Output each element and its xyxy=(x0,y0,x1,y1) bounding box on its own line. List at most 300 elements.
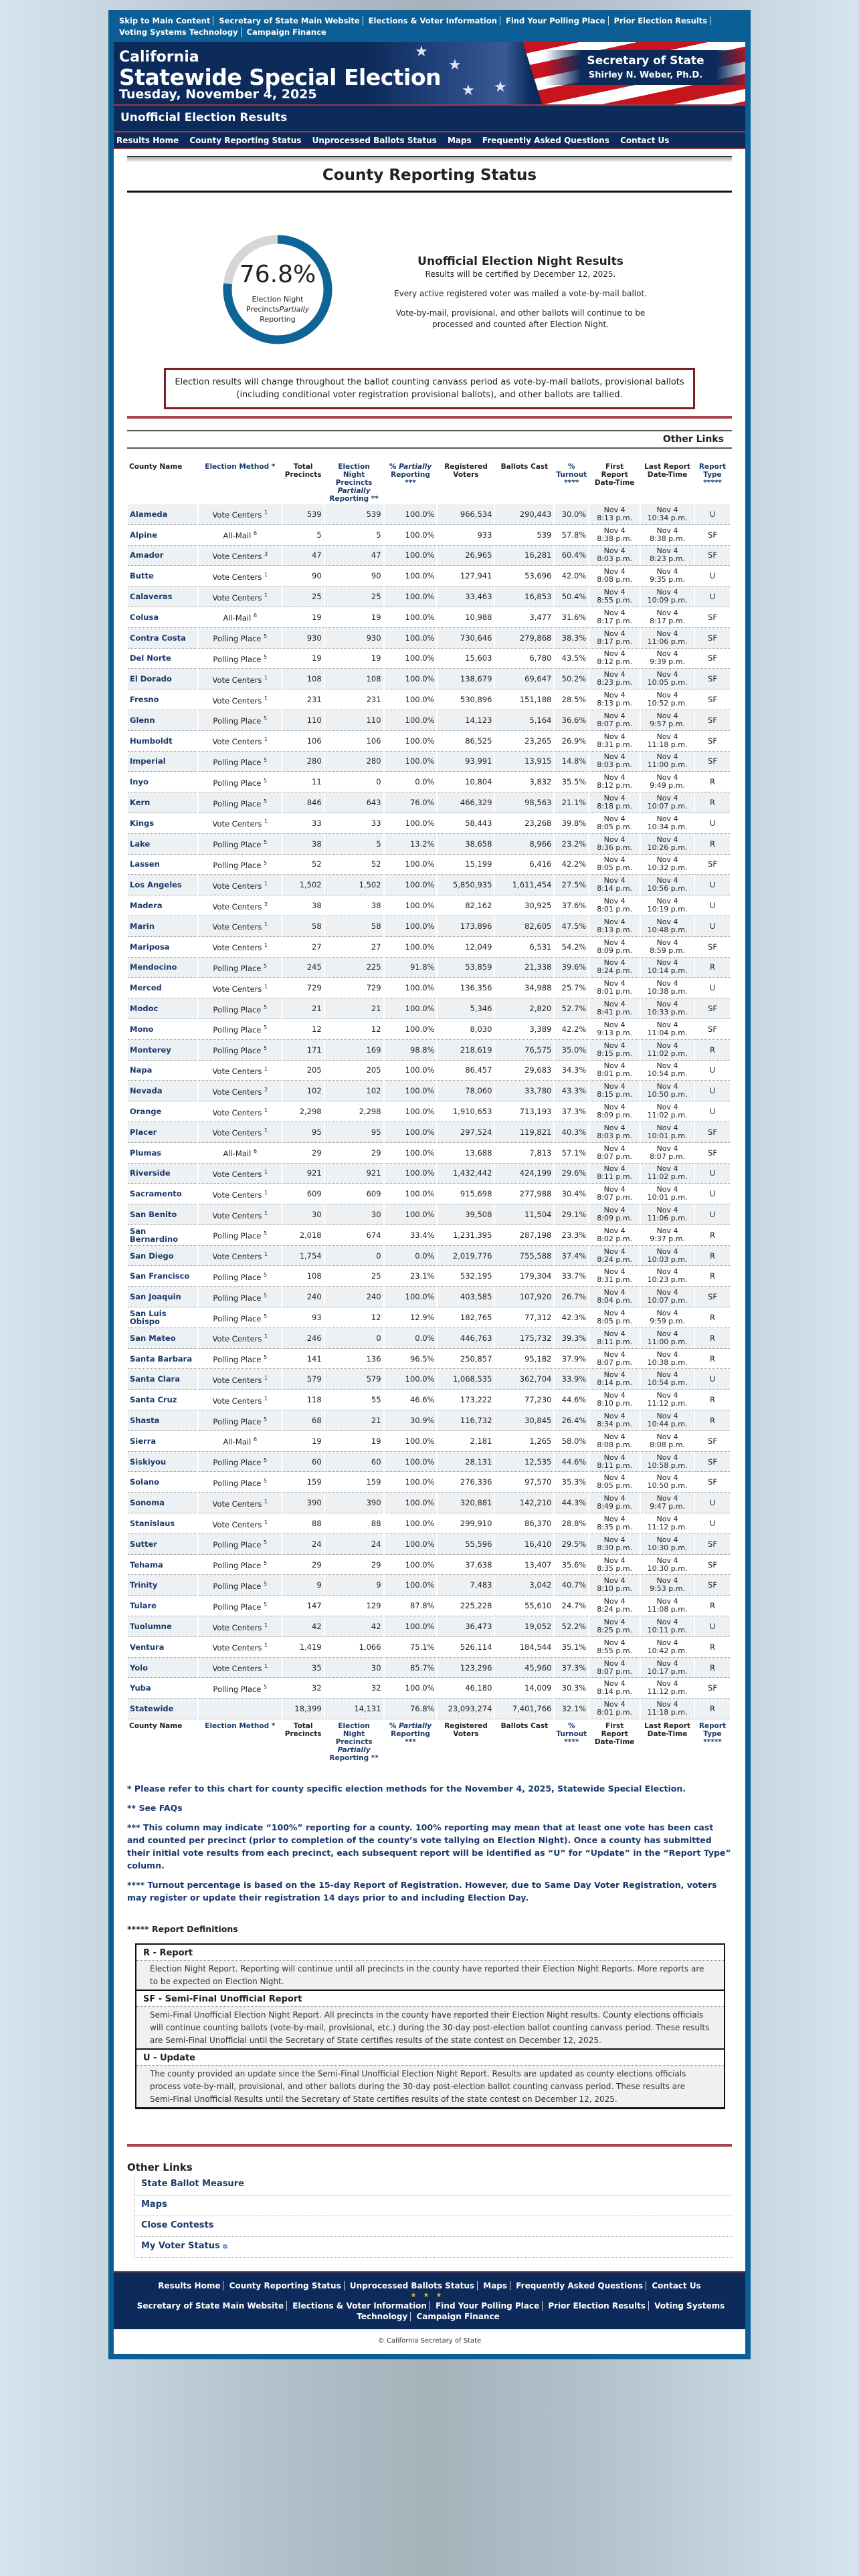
county-name-link[interactable]: Statewide xyxy=(128,1699,197,1719)
pct-partially-reporting: 100.0% xyxy=(385,937,437,958)
county-name-link[interactable]: Lake xyxy=(128,834,197,855)
report-type: U xyxy=(695,586,730,607)
link-state-ballot-measure[interactable]: State Ballot Measure xyxy=(134,2175,732,2195)
mainnav-link-maps[interactable]: Maps xyxy=(447,136,472,145)
registered-voters: 320,881 xyxy=(438,1493,494,1513)
report-date: Nov 4 xyxy=(656,1000,678,1009)
header-label: Total Precincts xyxy=(284,463,322,479)
method-label: Vote Centers xyxy=(212,675,262,685)
registered-voters-header xyxy=(438,461,494,504)
mainnav-link-county-reporting-status[interactable]: County Reporting Status xyxy=(189,136,302,145)
header-label: Report Type ***** xyxy=(698,463,727,487)
county-name-link[interactable]: Imperial xyxy=(128,752,197,772)
county-name-link[interactable]: Santa Cruz xyxy=(128,1390,197,1410)
report-date: Nov 4 xyxy=(656,1700,678,1709)
other-links-anchor[interactable] xyxy=(127,431,732,449)
last-report xyxy=(641,607,694,628)
county-name-link[interactable]: Santa Barbara xyxy=(128,1349,197,1370)
footnote-2[interactable] xyxy=(127,1802,732,1814)
report-date: Nov 4 xyxy=(603,649,626,659)
report-date: Nov 4 xyxy=(603,1103,626,1111)
en-precincts-reporting: 21 xyxy=(325,998,383,1019)
report-date: Nov 4 xyxy=(603,938,626,947)
en-precincts-reporting: 129 xyxy=(325,1596,383,1616)
turnout: 57.1% xyxy=(555,1143,588,1164)
method-footnote: 5 xyxy=(264,777,268,784)
definition-sf xyxy=(136,1990,724,2048)
table-row xyxy=(128,978,730,998)
report-date: Nov 4 xyxy=(656,1247,678,1256)
topnav-link-secretary-of-state-main-website[interactable]: Secretary of State Main Website xyxy=(216,16,363,25)
county-name-link[interactable]: Butte xyxy=(128,566,197,586)
en-precincts-reporting: 729 xyxy=(325,978,383,998)
definition-text: The county provided an update since the Semi-Final Unofficial Election Night Report. Results are updated as county elections officials process vote-by-mail, provisional, and other ballots during the 30-day post-election ballot counting canvass period. These results are Semi-Final Unofficial Results until the Secretary of State certifies results of the state contest on December 12, 2025. xyxy=(136,2066,724,2107)
turnout: 35.1% xyxy=(555,1637,588,1658)
report-date: Nov 4 xyxy=(603,691,626,700)
report-type: U xyxy=(695,1164,730,1184)
county-name-link[interactable]: Madera xyxy=(128,895,197,916)
report-time: 10:48 p.m. xyxy=(647,925,688,934)
county-name-link[interactable]: Shasta xyxy=(128,1410,197,1431)
total-precincts: 205 xyxy=(283,1061,324,1081)
method-label: Polling Place xyxy=(213,1684,262,1694)
last-report xyxy=(641,958,694,978)
first-report xyxy=(589,1596,640,1616)
ballots-cast: 3,389 xyxy=(495,1019,553,1040)
report-date: Nov 4 xyxy=(656,1267,678,1277)
method-footnote: 5 xyxy=(264,757,268,764)
other-links-link[interactable]: Other Links xyxy=(662,434,724,445)
first-report xyxy=(589,1246,640,1267)
en-precincts-header[interactable] xyxy=(325,461,383,504)
county-name-link[interactable]: Mono xyxy=(128,1019,197,1040)
report-date: Nov 4 xyxy=(656,1411,678,1420)
election-method-header[interactable] xyxy=(199,1719,282,1763)
pct-partially-reporting: 91.8% xyxy=(385,958,437,978)
county-name-link[interactable]: Mariposa xyxy=(128,937,197,958)
first-report-header xyxy=(589,461,640,504)
pct-partially-reporting: 100.0% xyxy=(385,1164,437,1184)
header-label: % Turnout **** xyxy=(556,463,587,487)
county-name-link[interactable]: Kings xyxy=(128,813,197,834)
first-report xyxy=(589,916,640,937)
topnav-link-voting-systems-technology[interactable]: Voting Systems Technology xyxy=(116,27,242,37)
report-time: 9:53 p.m. xyxy=(650,1584,685,1594)
method-label: All-Mail xyxy=(223,1437,252,1447)
county-name-link[interactable]: Humboldt xyxy=(128,731,197,752)
total-precincts: 5 xyxy=(283,525,324,546)
table-row xyxy=(128,607,730,628)
method-footnote: 5 xyxy=(264,1230,268,1237)
report-date: Nov 4 xyxy=(656,1123,678,1132)
total-precincts: 12 xyxy=(283,1019,324,1040)
fnav1-link-county-reporting-status[interactable]: County Reporting Status xyxy=(227,2281,345,2290)
total-precincts: 579 xyxy=(283,1369,324,1390)
first-report xyxy=(589,669,640,689)
pct-partially-reporting: 100.0% xyxy=(385,1101,437,1122)
report-date: Nov 4 xyxy=(603,1432,626,1441)
fnav1-link-frequently-asked-questions[interactable]: Frequently Asked Questions xyxy=(513,2281,646,2290)
fnav2-link-elections-voter-information[interactable]: Elections & Voter Information xyxy=(290,2301,430,2311)
county-name-link[interactable]: Merced xyxy=(128,978,197,998)
topnav-link-campaign-finance[interactable]: Campaign Finance xyxy=(246,27,326,37)
county-name-link[interactable]: Plumas xyxy=(128,1143,197,1164)
report-time: 8:17 p.m. xyxy=(650,616,685,625)
fnav1-link-contact-us[interactable]: Contact Us xyxy=(652,2281,701,2291)
ballots-cast: 30,845 xyxy=(495,1410,553,1431)
ballots-cast: 179,304 xyxy=(495,1266,553,1287)
total-precincts: 52 xyxy=(283,855,324,875)
registered-voters: 28,131 xyxy=(438,1452,494,1473)
method-footnote: 5 xyxy=(264,1025,268,1031)
report-time: 10:30 p.m. xyxy=(647,1564,688,1573)
registered-voters: 2,181 xyxy=(438,1431,494,1452)
footnote-mark: *** xyxy=(127,1822,140,1833)
county-name-link[interactable]: Kern xyxy=(128,792,197,813)
report-type-header[interactable] xyxy=(695,1719,730,1763)
county-name-link[interactable]: Inyo xyxy=(128,772,197,792)
county-name-link[interactable]: Lassen xyxy=(128,855,197,875)
report-type: SF xyxy=(695,731,730,752)
en-precincts-reporting: 674 xyxy=(325,1225,383,1246)
method-footnote: 5 xyxy=(264,1683,268,1690)
ballots-cast: 16,281 xyxy=(495,546,553,566)
turnout: 40.3% xyxy=(555,1122,588,1143)
report-date: Nov 4 xyxy=(603,794,626,803)
registered-voters: 86,525 xyxy=(438,731,494,752)
election-method xyxy=(199,649,282,669)
report-date: Nov 4 xyxy=(656,1432,678,1441)
mainnav-link-results-home[interactable]: Results Home xyxy=(116,136,179,145)
report-type-header[interactable] xyxy=(695,461,730,504)
registered-voters: 182,765 xyxy=(438,1307,494,1328)
county-name-link[interactable]: Santa Clara xyxy=(128,1369,197,1390)
report-date: Nov 4 xyxy=(656,1082,678,1091)
report-date: Nov 4 xyxy=(603,1288,626,1297)
ballots-cast: 69,647 xyxy=(495,669,553,689)
header-label: Registered Voters xyxy=(444,463,488,479)
county-name-link[interactable]: Orange xyxy=(128,1101,197,1122)
county-name-link[interactable]: Solano xyxy=(128,1472,197,1493)
report-date: Nov 4 xyxy=(656,1658,678,1668)
election-method xyxy=(199,978,282,998)
en-precincts-reporting: 47 xyxy=(325,546,383,566)
first-report xyxy=(589,855,640,875)
topnav-link-find-your-polling-place[interactable]: Find Your Polling Place xyxy=(503,16,609,25)
registered-voters: 933 xyxy=(438,525,494,546)
report-type: SF xyxy=(695,1678,730,1699)
registered-voters: 250,857 xyxy=(438,1349,494,1370)
main-content xyxy=(114,149,745,2271)
report-time: 10:38 p.m. xyxy=(647,987,688,996)
ballots-cast: 53,696 xyxy=(495,566,553,586)
county-name-link[interactable]: Yuba xyxy=(128,1678,197,1699)
report-type: U xyxy=(695,1204,730,1225)
pct-partially-reporting: 87.8% xyxy=(385,1596,437,1616)
pct-partially-reporting: 100.0% xyxy=(385,1081,437,1101)
fnav1-link-maps[interactable]: Maps xyxy=(480,2281,510,2290)
county-name-link[interactable]: Modoc xyxy=(128,998,197,1019)
ballots-cast: 279,868 xyxy=(495,628,553,649)
report-date: Nov 4 xyxy=(656,526,678,535)
topnav-link-prior-election-results[interactable]: Prior Election Results xyxy=(611,16,711,25)
county-name-link[interactable]: San Joaquin xyxy=(128,1287,197,1307)
first-report xyxy=(589,586,640,607)
turnout: 14.8% xyxy=(555,752,588,772)
county-name-link[interactable]: Sutter xyxy=(128,1534,197,1555)
en-precincts-reporting: 12 xyxy=(325,1307,383,1328)
turnout: 52.2% xyxy=(555,1616,588,1637)
registered-voters: 1,231,395 xyxy=(438,1225,494,1246)
county-name-link[interactable]: Marin xyxy=(128,916,197,937)
report-date: Nov 4 xyxy=(603,505,626,514)
link-maps[interactable]: Maps xyxy=(134,2195,732,2216)
table-row xyxy=(128,1596,730,1616)
first-report xyxy=(589,731,640,752)
banner-election-date: Tuesday, November 4, 2025 xyxy=(119,87,317,102)
county-name-link[interactable]: San Benito xyxy=(128,1204,197,1225)
first-report xyxy=(589,504,640,525)
last-report xyxy=(641,1061,694,1081)
county-name-link[interactable]: Mendocino xyxy=(128,958,197,978)
election-methods-link[interactable]: Please refer to this chart for county specific election methods for the November 4, 2025, Statewide Special Election. xyxy=(134,1784,686,1794)
report-type: SF xyxy=(695,1019,730,1040)
en-precincts-reporting: 390 xyxy=(325,1493,383,1513)
pct-partially-reporting: 100.0% xyxy=(385,731,437,752)
report-type: SF xyxy=(695,1555,730,1576)
ballots-cast: 151,188 xyxy=(495,689,553,710)
registered-voters: 403,585 xyxy=(438,1287,494,1307)
report-time: 8:10 p.m. xyxy=(597,1584,633,1594)
pct-partially-reporting: 100.0% xyxy=(385,1287,437,1307)
en-precincts-reporting: 33 xyxy=(325,813,383,834)
page-frame xyxy=(108,10,751,2359)
mainnav-link-contact-us[interactable]: Contact Us xyxy=(620,136,670,145)
county-name-link[interactable]: Yolo xyxy=(128,1658,197,1679)
county-name-link[interactable]: Monterey xyxy=(128,1040,197,1061)
county-name-link[interactable]: Placer xyxy=(128,1122,197,1143)
en-precincts-reporting: 9 xyxy=(325,1575,383,1596)
divider xyxy=(127,416,732,419)
total-precincts: 88 xyxy=(283,1513,324,1534)
election-method xyxy=(199,998,282,1019)
report-type: R xyxy=(695,1246,730,1267)
method-footnote: 5 xyxy=(264,1580,268,1587)
county-name-link[interactable]: Nevada xyxy=(128,1081,197,1101)
county-name-link[interactable]: Fresno xyxy=(128,689,197,710)
pct-partially-reporting: 12.9% xyxy=(385,1307,437,1328)
faqs-link[interactable]: See FAQs xyxy=(138,1803,183,1814)
report-type: U xyxy=(695,813,730,834)
total-precincts: 58 xyxy=(283,916,324,937)
county-name-link[interactable]: Trinity xyxy=(128,1575,197,1596)
turnout-header[interactable] xyxy=(555,1719,588,1763)
pct-partially-reporting: 13.2% xyxy=(385,834,437,855)
method-label: Vote Centers xyxy=(212,922,262,932)
star-icon: ★ xyxy=(415,43,428,60)
first-report xyxy=(589,998,640,1019)
turnout: 44.6% xyxy=(555,1390,588,1410)
table-row xyxy=(128,1204,730,1225)
turnout: 42.3% xyxy=(555,1307,588,1328)
county-name-link[interactable]: Tulare xyxy=(128,1596,197,1616)
county-name-link[interactable]: Alpine xyxy=(128,525,197,546)
county-name-link[interactable]: Colusa xyxy=(128,607,197,628)
total-precincts: 106 xyxy=(283,731,324,752)
footnote-1[interactable] xyxy=(127,1782,732,1795)
donut-label xyxy=(241,294,314,324)
election-method xyxy=(199,895,282,916)
link-close-contests[interactable]: Close Contests xyxy=(134,2216,732,2237)
county-name-link[interactable]: Riverside xyxy=(128,1164,197,1184)
turnout: 58.0% xyxy=(555,1431,588,1452)
mainnav-link-unprocessed-ballots-status[interactable]: Unprocessed Ballots Status xyxy=(312,136,437,145)
county-name-link[interactable]: Stanislaus xyxy=(128,1513,197,1534)
election-method-header[interactable] xyxy=(199,461,282,504)
total-precincts: 32 xyxy=(283,1678,324,1699)
table-row xyxy=(128,1287,730,1307)
report-time: 8:10 p.m. xyxy=(597,1399,633,1408)
fnav1-link-results-home[interactable]: Results Home xyxy=(155,2281,223,2290)
turnout: 28.8% xyxy=(555,1513,588,1534)
fnav2-link-secretary-of-state-main-website[interactable]: Secretary of State Main Website xyxy=(134,2301,287,2311)
fnav2-link-prior-election-results[interactable]: Prior Election Results xyxy=(545,2301,649,2311)
report-type: U xyxy=(695,1513,730,1534)
total-precincts: 11 xyxy=(283,772,324,792)
ballots-cast: 362,704 xyxy=(495,1369,553,1390)
county-name-link[interactable]: Siskiyou xyxy=(128,1452,197,1473)
county-name-link[interactable]: Glenn xyxy=(128,710,197,731)
first-report xyxy=(589,1658,640,1679)
report-time: 9:57 p.m. xyxy=(650,719,685,728)
county-name-link[interactable]: Sacramento xyxy=(128,1184,197,1204)
report-date: Nov 4 xyxy=(656,917,678,926)
method-label: Vote Centers xyxy=(212,1169,262,1179)
pct-partially-header[interactable] xyxy=(385,1719,437,1763)
county-name-link[interactable]: El Dorado xyxy=(128,669,197,689)
report-time: 8:03 p.m. xyxy=(597,1131,633,1140)
county-name-link[interactable]: Napa xyxy=(128,1061,197,1081)
county-name-link[interactable]: San Mateo xyxy=(128,1328,197,1349)
method-label: Vote Centers xyxy=(212,1128,262,1138)
page-title: County Reporting Status xyxy=(322,167,537,184)
election-method xyxy=(199,1699,282,1719)
pct-partially-header[interactable] xyxy=(385,461,437,504)
topnav-link-elections-voter-information[interactable]: Elections & Voter Information xyxy=(366,16,500,25)
pct-partially-reporting: 100.0% xyxy=(385,1678,437,1699)
fnav2-link-campaign-finance[interactable]: Campaign Finance xyxy=(416,2312,500,2322)
county-name-link[interactable]: Los Angeles xyxy=(128,875,197,895)
report-time: 9:39 p.m. xyxy=(650,657,685,667)
pct-partially-reporting: 100.0% xyxy=(385,1452,437,1473)
county-name-link[interactable]: San Diego xyxy=(128,1246,197,1267)
ballots-cast: 11,504 xyxy=(495,1204,553,1225)
link-my-voter-status[interactable] xyxy=(134,2237,732,2258)
report-time: 10:17 p.m. xyxy=(647,1667,688,1676)
ballots-cast: 13,915 xyxy=(495,752,553,772)
fnav2-link-find-your-polling-place[interactable]: Find Your Polling Place xyxy=(433,2301,543,2311)
county-name-link[interactable]: Tuolumne xyxy=(128,1616,197,1637)
en-precincts-reporting: 1,502 xyxy=(325,875,383,895)
county-name-link[interactable]: Contra Costa xyxy=(128,628,197,649)
report-time: 9:49 p.m. xyxy=(650,781,685,790)
table-row xyxy=(128,1266,730,1287)
mainnav-link-frequently-asked-questions[interactable]: Frequently Asked Questions xyxy=(482,136,609,145)
fnav1-link-unprocessed-ballots-status[interactable]: Unprocessed Ballots Status xyxy=(347,2281,478,2290)
pct-partially-reporting: 100.0% xyxy=(385,1513,437,1534)
site-banner xyxy=(114,42,745,104)
county-name-link[interactable]: Ventura xyxy=(128,1637,197,1658)
county-name-link[interactable]: San Bernardino xyxy=(128,1225,197,1246)
county-name-link[interactable]: Amador xyxy=(128,546,197,566)
county-name-link[interactable]: Calaveras xyxy=(128,586,197,607)
county-name-link[interactable]: Del Norte xyxy=(128,649,197,669)
header-label: % Turnout **** xyxy=(556,1722,587,1747)
method-label: Vote Centers xyxy=(212,1190,262,1200)
report-type: U xyxy=(695,1101,730,1122)
method-label: Polling Place xyxy=(213,860,262,870)
report-date: Nov 4 xyxy=(656,1020,678,1029)
report-time: 10:44 p.m. xyxy=(647,1419,688,1428)
method-footnote: 1 xyxy=(264,1251,268,1258)
en-precincts-reporting: 30 xyxy=(325,1658,383,1679)
report-time: 10:30 p.m. xyxy=(647,1543,688,1552)
en-precincts-reporting: 108 xyxy=(325,669,383,689)
turnout: 23.3% xyxy=(555,1225,588,1246)
en-precincts-header[interactable] xyxy=(325,1719,383,1763)
registered-voters: 12,049 xyxy=(438,937,494,958)
topnav-link-skip-to-main-content[interactable]: Skip to Main Content xyxy=(116,16,213,25)
turnout-header[interactable] xyxy=(555,461,588,504)
report-date: Nov 4 xyxy=(656,1391,678,1400)
en-precincts-reporting: 42 xyxy=(325,1616,383,1637)
county-name-link[interactable]: Alameda xyxy=(128,504,197,525)
county-name-link[interactable]: San Luis Obispo xyxy=(128,1307,197,1328)
county-name-link[interactable]: San Francisco xyxy=(128,1266,197,1287)
pct-partially-reporting: 100.0% xyxy=(385,566,437,586)
method-label: Vote Centers xyxy=(212,593,262,603)
fnav2-link-voting-systems-technology[interactable]: Voting Systems Technology xyxy=(357,2301,725,2322)
report-date: Nov 4 xyxy=(603,958,626,968)
en-precincts-reporting: 25 xyxy=(325,1266,383,1287)
report-time: 10:19 p.m. xyxy=(647,905,688,914)
report-time: 10:34 p.m. xyxy=(647,513,688,522)
report-type: R xyxy=(695,1637,730,1658)
header-label: First Report Date-Time xyxy=(594,1722,635,1747)
footer-nav-secondary xyxy=(127,2300,732,2322)
last-report xyxy=(641,1204,694,1225)
county-name-link[interactable]: Sonoma xyxy=(128,1493,197,1513)
pct-partially-reporting: 100.0% xyxy=(385,1472,437,1493)
county-name-link[interactable]: Sierra xyxy=(128,1431,197,1452)
table-row xyxy=(128,731,730,752)
report-date: Nov 4 xyxy=(656,691,678,700)
election-method xyxy=(199,1287,282,1307)
report-date: Nov 4 xyxy=(656,1288,678,1297)
table-row xyxy=(128,916,730,937)
turnout: 44.3% xyxy=(555,1493,588,1513)
report-time: 8:17 p.m. xyxy=(597,637,633,646)
method-label: Vote Centers xyxy=(212,1252,262,1261)
table-footer-header-row xyxy=(128,1719,730,1763)
continue-text: Vote-by-mail, provisional, and other ballots will continue to be processed and counted after Election Night. xyxy=(395,308,646,329)
county-name-link[interactable]: Tehama xyxy=(128,1555,197,1576)
first-report-header xyxy=(589,1719,640,1763)
last-report xyxy=(641,916,694,937)
method-footnote: 5 xyxy=(264,654,268,661)
definition-r xyxy=(136,1945,724,1990)
report-type: R xyxy=(695,834,730,855)
